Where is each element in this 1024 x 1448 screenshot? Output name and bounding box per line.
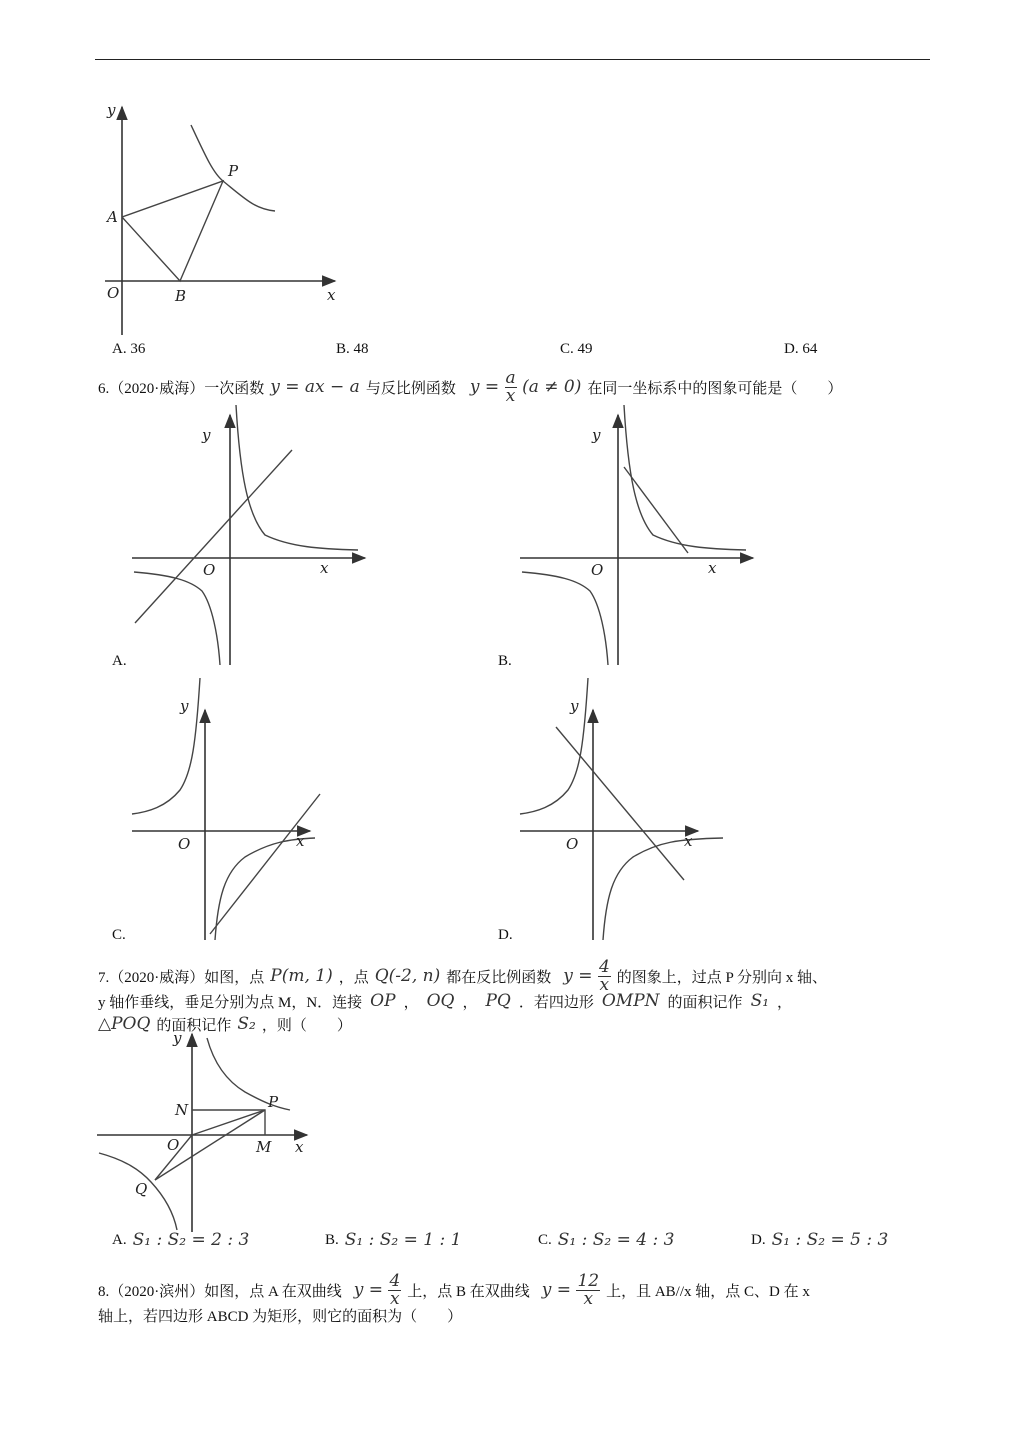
q6b-hyperbola-q3: [522, 572, 608, 665]
q7-x-label: x: [295, 1138, 304, 1156]
q7-sep-2: ，: [462, 994, 478, 1011]
q6-option-b[interactable]: B.: [498, 653, 512, 669]
q6b-line: [624, 467, 688, 553]
q7-point-p-coord: P(m, 1): [270, 966, 333, 986]
q6d-x-label: x: [684, 832, 693, 850]
q6-option-c[interactable]: C.: [112, 927, 126, 943]
q6a-x-label: x: [320, 559, 329, 577]
q6d-origin-label: O: [566, 835, 579, 853]
q7-option-d-label: D.: [751, 1231, 766, 1248]
q7-option-a[interactable]: [112, 1230, 249, 1250]
q7-line1-mid: 都在反比例函数: [446, 969, 552, 986]
q6a-origin-label: O: [203, 561, 216, 579]
q7-point-q: Q: [135, 1180, 148, 1198]
q5-point-b: B: [175, 287, 187, 305]
q7-s1: S₁: [750, 991, 770, 1011]
q6a-hyperbola-q3: [134, 572, 220, 665]
q7-func-den: x: [599, 974, 610, 995]
q6-suffix: 在同一坐标系中的图象可能是（ ）: [587, 380, 843, 397]
q6b-hyperbola-q1: [624, 405, 746, 550]
q7-segment-op: OP: [370, 991, 396, 1011]
q6-prefix: 6.（2020·威海）一次函数: [98, 380, 265, 397]
q8-stem-line1: [98, 1270, 810, 1310]
q7-triangle-poq: △POQ: [98, 1014, 151, 1034]
q6-func2-den: x: [505, 385, 516, 406]
q5-point-p: P: [228, 162, 239, 180]
q8-function-1: [353, 1270, 402, 1309]
q7-option-d[interactable]: [751, 1230, 888, 1250]
q7-line2-mid: ．若四边形: [518, 994, 594, 1011]
q8-func1-fraction: [388, 1270, 401, 1309]
q7-option-c-math: S₁ : S₂ = 4 : 3: [557, 1230, 675, 1250]
q7-point-p: P: [268, 1093, 279, 1111]
q6c-x-label: x: [296, 832, 305, 850]
q7-point-n: N: [175, 1101, 189, 1119]
q7-point-q-coord: Q(-2, n): [374, 966, 441, 986]
q7-option-a-label: A.: [112, 1231, 127, 1248]
q7-figure: [95, 1030, 320, 1235]
q7-func-num: 4: [598, 956, 610, 977]
q5-figure: [95, 95, 355, 340]
q7-line3-mid: 的面积记作: [156, 1017, 232, 1034]
q7-line2-suffix: 的面积记作: [667, 994, 743, 1011]
q6-option-d[interactable]: D.: [498, 927, 513, 943]
q6a-y-label: y: [202, 426, 211, 444]
q6c-y-label: y: [180, 697, 189, 715]
header-rule: [95, 59, 930, 60]
q8-line1-mid: 上，点 B 在双曲线: [407, 1283, 530, 1300]
q8-func1-num: 4: [389, 1270, 401, 1291]
q5-option-c[interactable]: C. 49: [560, 341, 593, 357]
q6a-hyperbola-q1: [236, 405, 358, 550]
q6d-y-label: y: [570, 697, 579, 715]
q6-option-a[interactable]: A.: [112, 653, 127, 669]
q7-line1-prefix: 7.（2020·威海）如图，点: [98, 969, 265, 986]
q5-point-a: A: [107, 208, 118, 226]
q6-func2-left: y =: [469, 376, 500, 397]
q8-stem-line2: 轴上，若四边形 ABCD 为矩形，则它的面积为（ ）: [98, 1309, 463, 1325]
q5-origin-label: O: [107, 284, 120, 302]
q7-line2-prefix: y 轴作垂线，垂足分别为点 M，N．连接: [98, 994, 363, 1011]
q8-line1-prefix: 8.（2020·滨州）如图，点 A 在双曲线: [98, 1283, 342, 1300]
q7-point-m: M: [256, 1138, 272, 1156]
q7-y-label: y: [173, 1029, 182, 1047]
q6-graph-b: [518, 395, 758, 667]
q6b-origin-label: O: [591, 561, 604, 579]
q6d-line: [556, 727, 684, 880]
q8-func2-left: y =: [541, 1279, 572, 1300]
q7-option-c[interactable]: [538, 1230, 674, 1250]
q7-quad-ompn: OMPN: [601, 991, 660, 1011]
q5-x-label: x: [327, 286, 336, 304]
q8-line1-suffix: 上，且 AB//x 轴，点 C、D 在 x: [606, 1283, 810, 1300]
q7-option-b-label: B.: [325, 1231, 339, 1248]
q7-origin-label: O: [167, 1136, 180, 1154]
q6b-x-label: x: [708, 559, 717, 577]
q7-option-d-math: S₁ : S₂ = 5 : 3: [771, 1230, 889, 1250]
q7-option-b[interactable]: [325, 1230, 461, 1250]
q8-function-2: [541, 1270, 600, 1309]
q7-s2: S₂: [237, 1014, 256, 1034]
q7-func-left: y =: [563, 965, 593, 986]
q5-y-label: y: [107, 101, 116, 119]
q7-segment-oq: OQ: [426, 991, 455, 1011]
q7-option-b-math: S₁ : S₂ = 1 : 1: [344, 1230, 462, 1250]
q5-option-d[interactable]: D. 64: [784, 341, 818, 357]
q8-func2-fraction: [576, 1270, 600, 1309]
q8-func1-den: x: [390, 1288, 400, 1309]
q7-comma1: ，点: [338, 969, 369, 986]
q6-linear-function: y = ax − a: [270, 377, 360, 397]
q7-sep-1: ，: [403, 994, 419, 1011]
q5-option-b[interactable]: B. 48: [336, 341, 369, 357]
q8-func2-num: 12: [577, 1270, 600, 1291]
q6c-origin-label: O: [178, 835, 191, 853]
q5-option-a[interactable]: A. 36: [112, 341, 146, 357]
q6-graph-c: [130, 672, 370, 944]
q8-func1-left: y =: [353, 1279, 384, 1300]
q6-graph-d: [518, 672, 758, 944]
q7-segment-pq: PQ: [485, 991, 511, 1011]
q6c-hyperbola-q4: [215, 838, 315, 940]
q6b-y-label: y: [592, 426, 601, 444]
q6d-hyperbola-q4: [603, 838, 723, 940]
q6-func2-cond: (a ≠ 0): [522, 376, 582, 397]
q8-func2-den: x: [583, 1288, 594, 1309]
q6-func2-num: a: [505, 367, 516, 388]
q7-option-c-label: C.: [538, 1231, 552, 1248]
q7-segment-op-line: [192, 1110, 265, 1135]
q6-middle: 与反比例函数: [365, 380, 456, 397]
q6-graph-a: [130, 395, 370, 667]
q6c-line: [210, 794, 320, 934]
q5-triangle: [122, 181, 223, 281]
q6c-hyperbola-q2: [132, 678, 200, 814]
q7-sep-3: ，: [777, 994, 793, 1011]
q7-option-a-math: S₁ : S₂ = 2 : 3: [132, 1230, 250, 1250]
q7-line1-suffix: 的图象上，过点 P 分别向 x 轴、: [616, 969, 828, 986]
q6-func2-fraction: [505, 367, 517, 406]
q7-line3-suffix: ，则（ ）: [261, 1017, 352, 1034]
